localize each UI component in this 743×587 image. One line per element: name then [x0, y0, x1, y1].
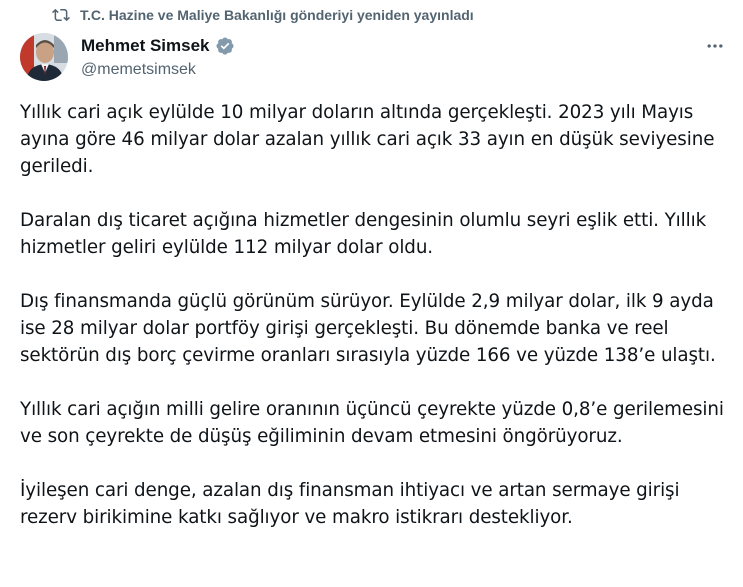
more-options-icon [705, 36, 725, 61]
tweet-paragraph: İyileşen cari denge, azalan dış finansman ihtiyacı ve artan sermaye girişi rezerv birikimine katkı sağlıyor ve makro istikrarı destekliyor. [20, 480, 680, 528]
tweet-paragraph: Daralan dış ticaret açığına hizmetler dengesinin olumlu seyri eşlik etti. Yıllık hizmetler geliri eylülde 112 milyar dolar oldu. [20, 210, 707, 258]
tweet-paragraph: Yıllık cari açık eylülde 10 milyar doların altında gerçekleşti. 2023 yılı Mayıs ayına göre 46 milyar dolar azalan yıllık cari açık 33 ayın en düşük seviyesine geriledi. [20, 102, 715, 177]
tweet-paragraph: Dış finansmanda güçlü görünüm sürüyor. Eylülde 2,9 milyar dolar, ilk 9 ayda ise 28 milyar dolar portföy girişi gerçekleşti. Bu dönemde banka ve reel sektörün dış borç çevirme oranları sırasıyla yüzde 166 ve yüzde 138’e ulaştı. [20, 291, 716, 366]
more-options-button[interactable] [703, 36, 727, 60]
repost-icon [52, 6, 70, 24]
tweet-header [20, 30, 727, 86]
repost-indicator[interactable] [52, 6, 474, 24]
repost-text: T.C. Hazine ve Maliye Bakanlığı gönderiyi yeniden yayınladı [80, 7, 474, 23]
avatar[interactable] [20, 33, 68, 81]
author-handle[interactable]: @memetsimsek [81, 61, 196, 78]
author-display-name[interactable]: Mehmet Simsek [81, 36, 210, 55]
author-name-row [81, 36, 235, 56]
tweet-paragraph: Yıllık cari açığın milli gelire oranının üçüncü çeyrekte yüzde 0,8’e gerilemesini ve son çeyrekte de düşüş eğiliminin devam etmesini öngörüyoruz. [20, 399, 724, 447]
tweet-text [20, 99, 732, 558]
verified-badge-icon[interactable] [215, 36, 235, 56]
